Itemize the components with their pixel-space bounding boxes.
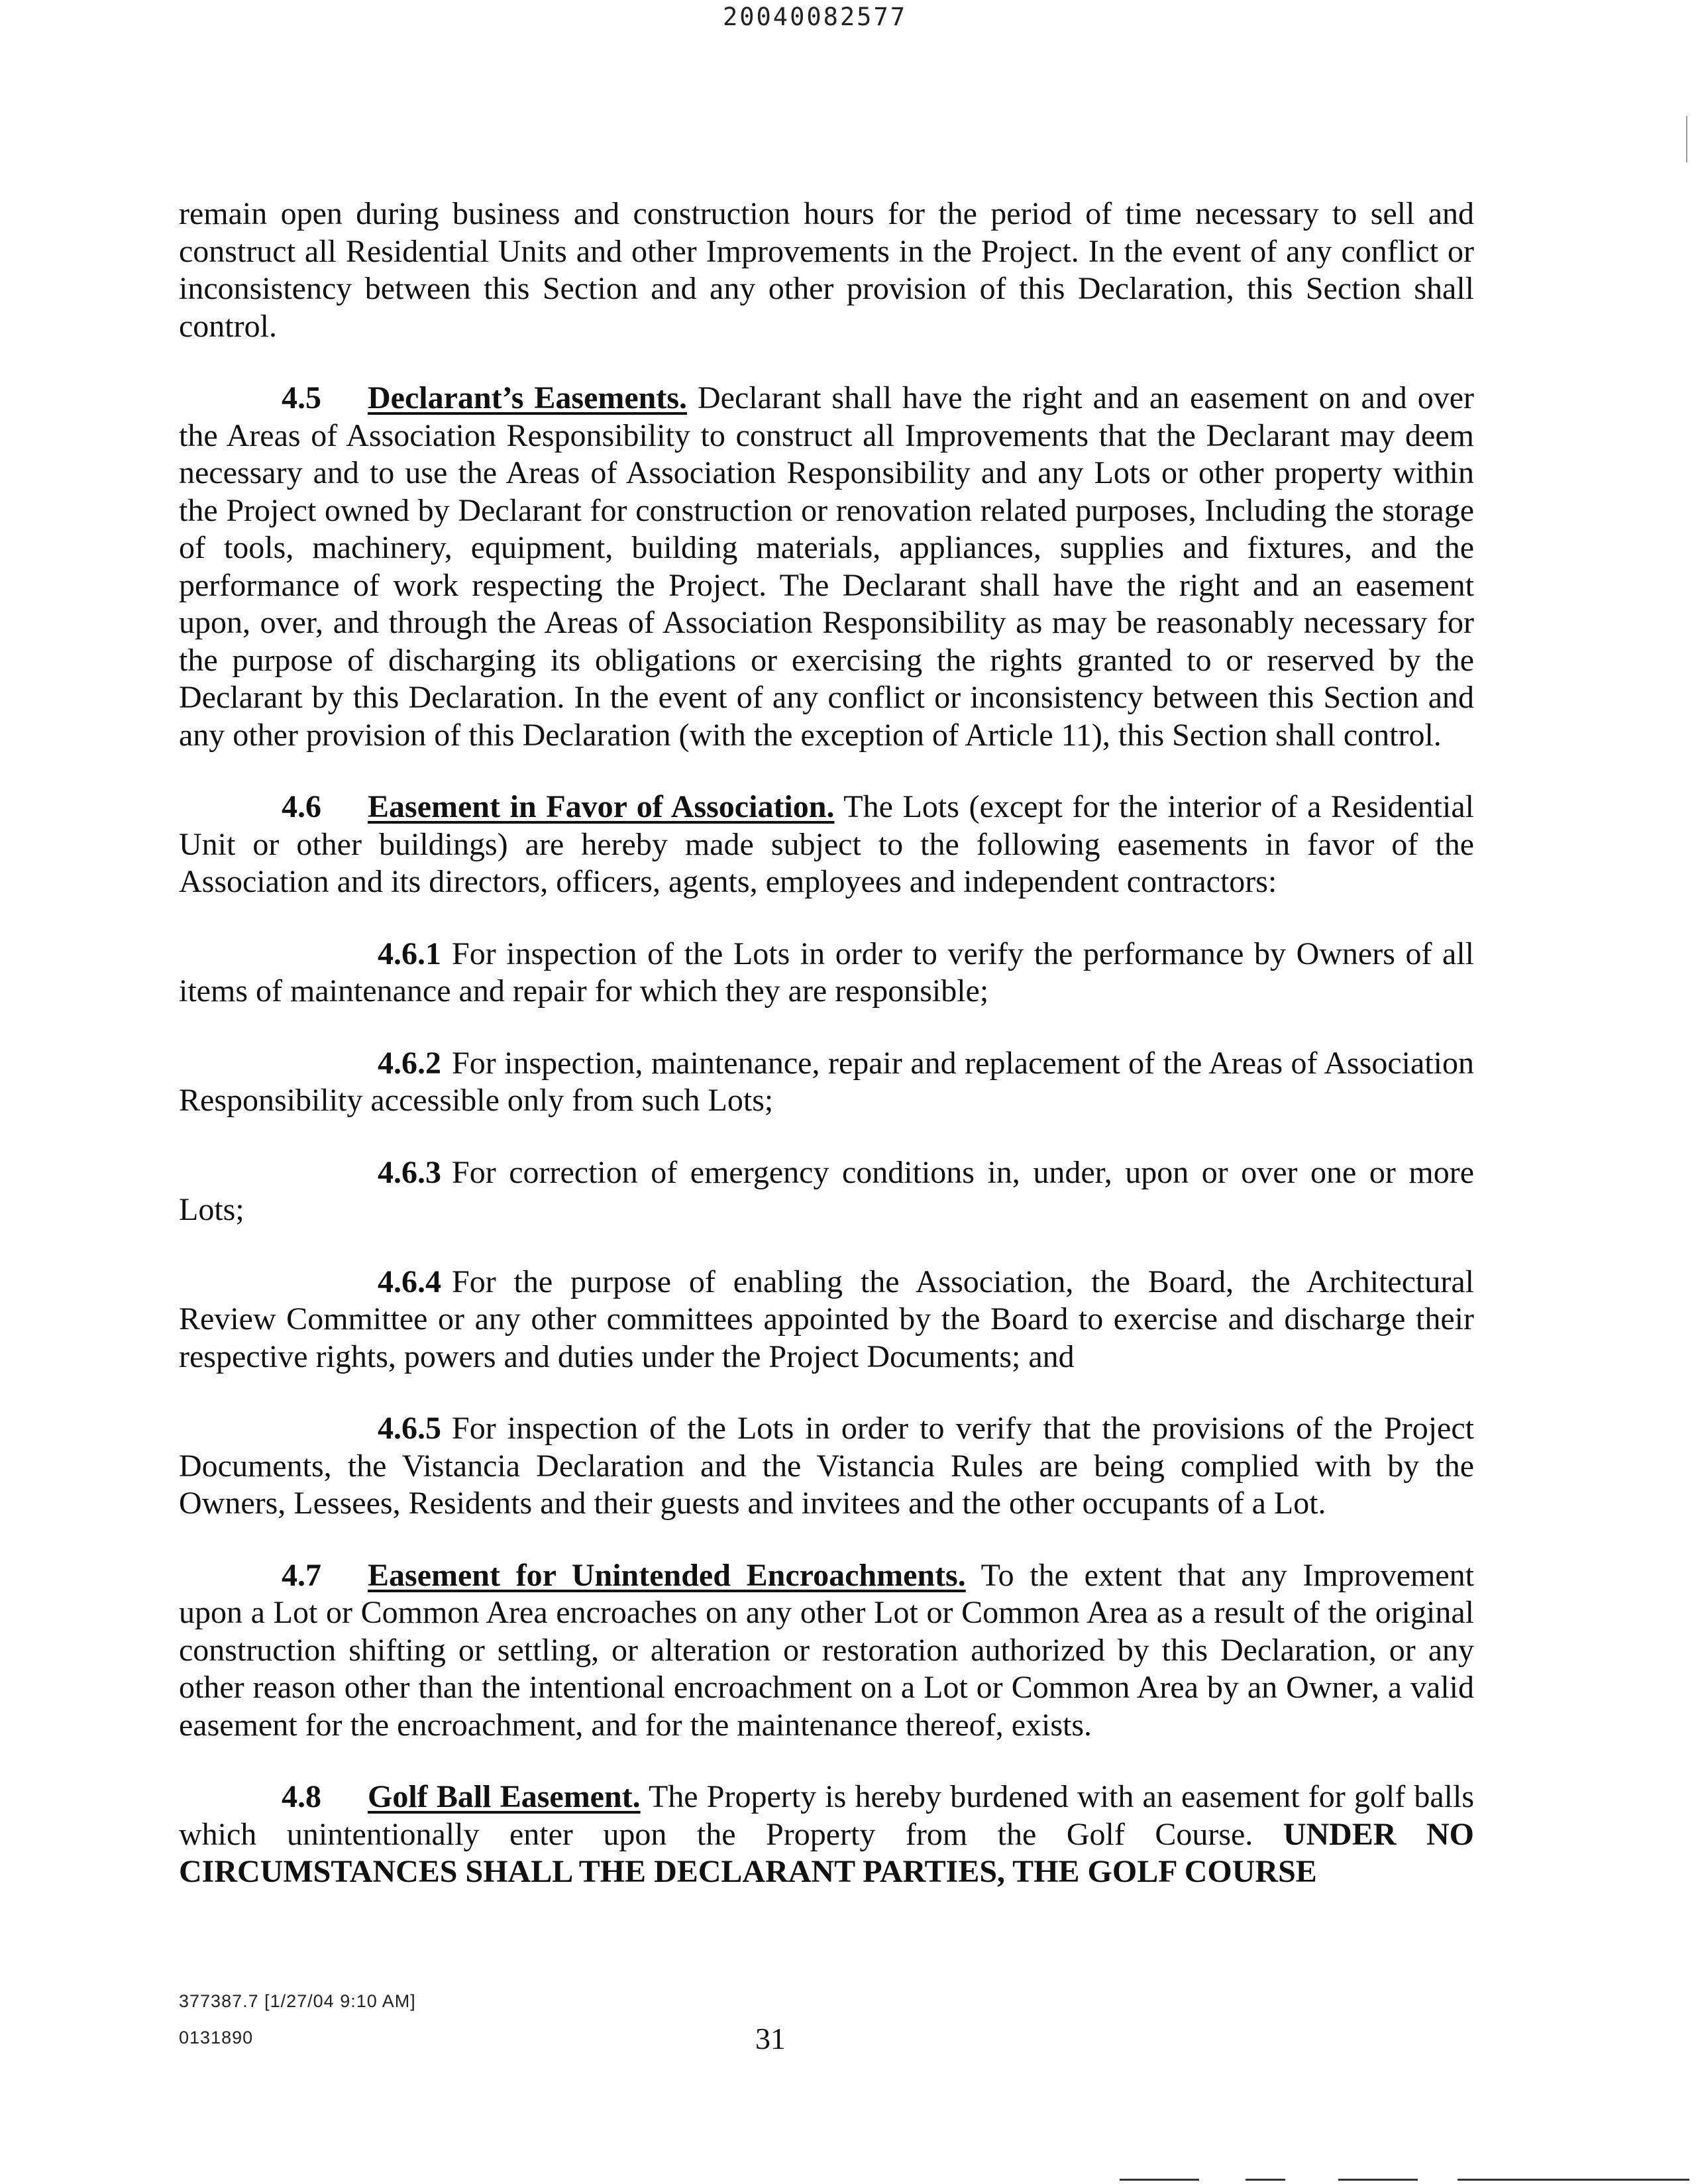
subsection-number: 4.6.1: [378, 936, 441, 971]
section-text: To the extent that any Improvement upon a Lot or Common Area encroaches on any other Lot or Common Area as a result of the original construction shifting or settling, or alteration or restoration authorized by this Declaration, or any other reason other than the intentional encroachment on a Lot or Common Area by an Owner, a valid easement for the encroachment, and for the maintenance thereof, exists.: [179, 1557, 1474, 1743]
subsection-4-6-1: [179, 936, 1474, 1010]
section-4-6: [179, 789, 1474, 901]
section-4-8: [179, 1778, 1474, 1891]
recording-number: 20040082577: [722, 3, 908, 31]
section-text: The Property is hereby burdened with an easement for golf balls which unintentionally enter upon the Property from the Golf Course.: [179, 1779, 1475, 1852]
subsection-4-6-5: [179, 1410, 1474, 1523]
subsection-text: For the purpose of enabling the Association, the Board, the Architectural Review Committee or any other committees appointed by the Board to exercise and discharge their respective rights, powers and duties under the Project Documents; and: [179, 1264, 1474, 1374]
subsection-4-6-3: [179, 1154, 1474, 1229]
subsection-text: For inspection of the Lots in order to verify that the provisions of the Project Documents, the Vistancia Declaration and the Vistancia Rules are being complied with by the Owners, Lessees, Residents and their guests and invitees and the other occupants of a Lot.: [179, 1411, 1474, 1521]
section-title: Declarant’s Easements.: [368, 380, 688, 415]
section-title: Golf Ball Easement.: [368, 1779, 641, 1814]
subsection-number: 4.6.3: [378, 1154, 441, 1190]
section-number: 4.8: [282, 1779, 321, 1814]
subsection-4-6-4: [179, 1264, 1474, 1376]
scan-artifact: [1246, 2179, 1285, 2181]
section-number: 4.7: [282, 1557, 321, 1593]
section-text: The Lots (except for the interior of a Residential Unit or other buildings) are hereby made subject to the following easements in favor of the Association and its directors, officers, agents, employees and independent contractors:: [179, 789, 1474, 899]
page-number: 31: [755, 2022, 786, 2055]
section-caps-text: UNDER NO CIRCUMSTANCES SHALL THE DECLARANT PARTIES, THE GOLF COURSE: [179, 1816, 1475, 1889]
section-4-5: [179, 380, 1474, 754]
section-title: Easement for Unintended Encroachments.: [368, 1557, 966, 1593]
document-reference: 377387.7 [1/27/04 9:10 AM]: [179, 1991, 416, 2011]
subsection-text: For inspection of the Lots in order to verify the performance by Owners of all items of maintenance and repair for which they are responsible;: [179, 936, 1474, 1009]
section-text: Declarant shall have the right and an easement on and over the Areas of Association Responsibility to construct all Improvements that the Declarant may deem necessary and to use the Areas of Association Responsibility and any Lots or other property within the Project owned by Declarant for construction or renovation related purposes, Including the storage of tools, machinery, equipment, building materials, appliances, supplies and fixtures, and the performance of work respecting the Project. The Declarant shall have the right and an easement upon, over, and through the Areas of Association Responsibility as may be reasonably necessary for the purpose of discharging its obligations or exercising the rights granted to or reserved by the Declarant by this Declaration. In the event of any conflict or inconsistency between this Section and any other provision of this Declaration (with the exception of Article 11), this Section shall control.: [179, 380, 1475, 753]
client-code: 0131890: [179, 2028, 254, 2048]
subsection-number: 4.6.4: [378, 1264, 441, 1299]
subsection-number: 4.6.2: [378, 1045, 441, 1081]
margin-scan-mark: [1686, 116, 1687, 162]
section-title: Easement in Favor of Association.: [368, 789, 835, 824]
document-body: [179, 195, 1474, 1891]
scan-artifact: [1120, 2179, 1199, 2181]
subsection-text: For correction of emergency conditions in, under, upon or over one or more Lots;: [179, 1154, 1474, 1227]
paragraph-continuation: remain open during business and construction hours for the period of time necessary to sell and construct all Residential Units and other Improvements in the Project. In the event of any conflict or inconsistency between this Section and any other provision of this Declaration, this Section shall control.: [179, 196, 1474, 344]
scan-artifact: [1458, 2179, 1689, 2181]
subsection-4-6-2: [179, 1045, 1474, 1120]
section-4-7: [179, 1557, 1474, 1745]
section-number: 4.5: [282, 380, 321, 415]
section-number: 4.6: [282, 789, 321, 824]
subsection-number: 4.6.5: [378, 1411, 441, 1446]
subsection-text: For inspection, maintenance, repair and replacement of the Areas of Association Responsibility accessible only from such Lots;: [179, 1045, 1474, 1118]
scan-artifact: [1338, 2179, 1418, 2181]
